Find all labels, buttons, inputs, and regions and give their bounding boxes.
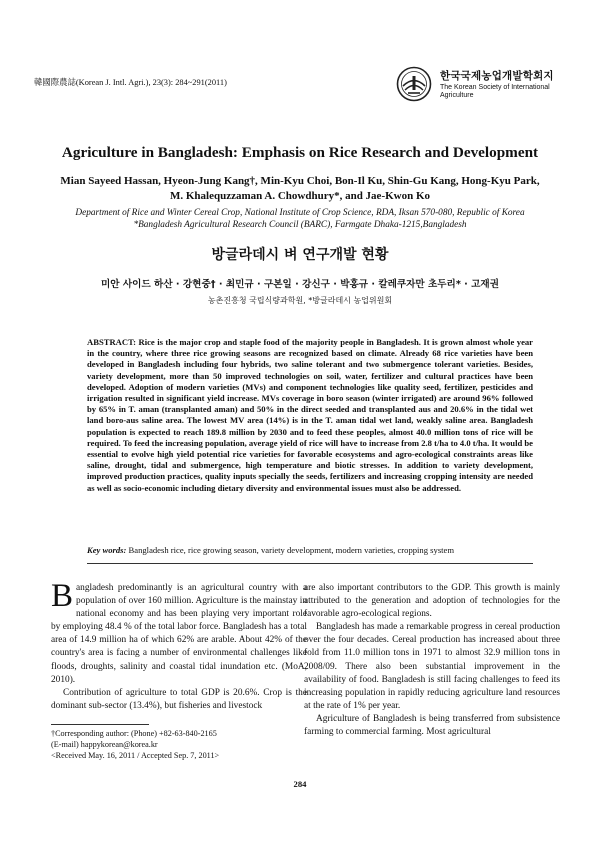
affiliations	[30, 207, 570, 231]
korean-title: 방글라데시 벼 연구개발 현황	[211, 247, 389, 263]
korean-affiliation: 농촌진흥청 국립식량과학원, *방글라데시 농업위원회	[207, 296, 393, 305]
author-line: Mian Sayeed Hassan, Hyeon-Jung Kang†, Min-Kyu Choi, Bon-Il Ku, Shin-Gu Kang, Hong-Kyu Park,	[60, 175, 540, 187]
abstract-label: ABSTRACT:	[87, 337, 137, 347]
drop-cap: B	[51, 578, 74, 614]
affiliation-line: Department of Rice and Winter Cereal Crop, National Institute of Crop Science, RDA, Iksan 570-080, Republic of Korea	[75, 208, 525, 218]
author-line: M. Khalequzzaman A. Chowdhury*, and Jae-Kwon Ko	[169, 190, 431, 202]
keywords	[87, 545, 533, 556]
section-divider	[87, 563, 533, 564]
society-name-korean: 한국국제농업개발학회지	[440, 70, 554, 82]
footnotes	[51, 728, 307, 762]
paper-title: Agriculture in Bangladesh: Emphasis on Rice Research and Development	[61, 144, 539, 161]
body-paragraph	[51, 578, 307, 687]
journal-citation: 韓國際農誌(Korean J. Intl. Agri.), 23(3): 284~291(2011)	[34, 78, 227, 87]
body-paragraph: Contribution of agriculture to total GDP is 20.6%. Crop is the dominant sub-sector (13.4%), but fisheries and livestock	[51, 687, 307, 711]
footnote-divider	[51, 724, 149, 725]
body-paragraph: are also important contributors to the GDP. This growth is mainly attributed to the generation and adoption of technologies for the favorable agro-ecological regions.	[304, 583, 560, 620]
affiliation-line: *Bangladesh Agricultural Research Council (BARC), Farmgate Dhaka-1215,Bangladesh	[133, 220, 467, 230]
page-number: 284	[293, 779, 307, 789]
footnote-line: <Received May. 16, 2011 / Accepted Sep. 7, 2011>	[51, 751, 220, 761]
abstract	[87, 337, 533, 494]
keywords-text: Bangladesh rice, rice growing season, variety development, modern varieties, cropping system	[126, 545, 455, 555]
society-header	[396, 66, 576, 106]
footnote-line: (E-mail) happykorean@korea.kr	[51, 740, 158, 750]
society-logo-icon	[396, 66, 432, 102]
body-column-left	[51, 578, 307, 713]
paragraph-text: angladesh predominantly is an agricultural country with a population of over 160 million. Agriculture is the mainstay in national economy and has been playing very important role by employing 48.4 % of the total labor force. Bangladesh has a total area of 14.9 million ha of which 62% are arable. About 42% of the country's area is facing a number of environmental challenges like floods, droughts, salinity and coastal tidal inundation etc. (MoA, 2010).	[51, 583, 307, 685]
footnote-line: †Corresponding author: (Phone) +82-63-840-2165	[51, 729, 217, 738]
body-paragraph: Agriculture of Bangladesh is being transferred from subsistence farming to commercial farming. Most agricultural	[304, 713, 560, 738]
body-paragraph: Bangladesh has made a remarkable progress in cereal production over the four decades. Cereal production has increased about three fold from 11.0 million tons in 1971 to almost 32.9 million tons in 2008/09. There also been substantial improvement in the availability of food. Bangladesh is still facing challenges to feed its increasing population in rapidly reducing agriculture land resources at the rate of 1% per year.	[304, 622, 560, 711]
author-list	[30, 174, 570, 204]
korean-authors: 미안 사이드 하산 · 강현중† · 최민규 · 구본일 · 강신구 · 박홍규 · 칼레쿠자만 초두리* · 고재권	[101, 279, 499, 290]
keywords-label: Key words:	[87, 545, 127, 555]
body-column-right	[304, 582, 560, 739]
society-name-english: The Korean Society of International Agriculture	[440, 84, 550, 100]
abstract-text: Rice is the major crop and staple food of the majority people in Bangladesh. It is grown almost whole year in the country, where three rice growing seasons are recognized based on climate. Already 68 rice varieties have been developed in Bangladesh including four hybrids, two saline tolerant and two submergence tolerant varieties. Besides, variety development, more than 50 improved technologies on soil, water, fertilizer and cultural practices have been developed. Adoption of modern varieties (MVs) and component technologies like quality seed, fertilizer, pesticides and irrigation resulted in significant yield increase. MVs coverage in boro season (winter irrigated) are around 96% followed by 65% in T. aman (transplanted aman) and 50% in the direct seeded and transplanted aus and 20.6% in the tidal wet land boro-aus saline area. The lowest MV area (14%) is in the T. aman tidal wet land, weakly saline area. Bangladesh population is expected to reach 189.8 million by 2030 and to feed these peoples, almost 40.0 million tons of rice will be required. To feed the increasing population, average yield of rice will have to increase from 2.8 t/ha to 4.0 t/ha. It would be essential to evolve high yield potential rice varieties for favorable ecosystems and agro-ecological constraints areas like saline, drought, tidal and submergence, high temperature and biotic stresses. In addition to variety development, improved production practices, quality inputs specially the seeds, fertilizers and increasing cropping intensity are needed as well as socio-economic including dietary diversity and environmental issues must also be addressed.	[87, 337, 533, 493]
